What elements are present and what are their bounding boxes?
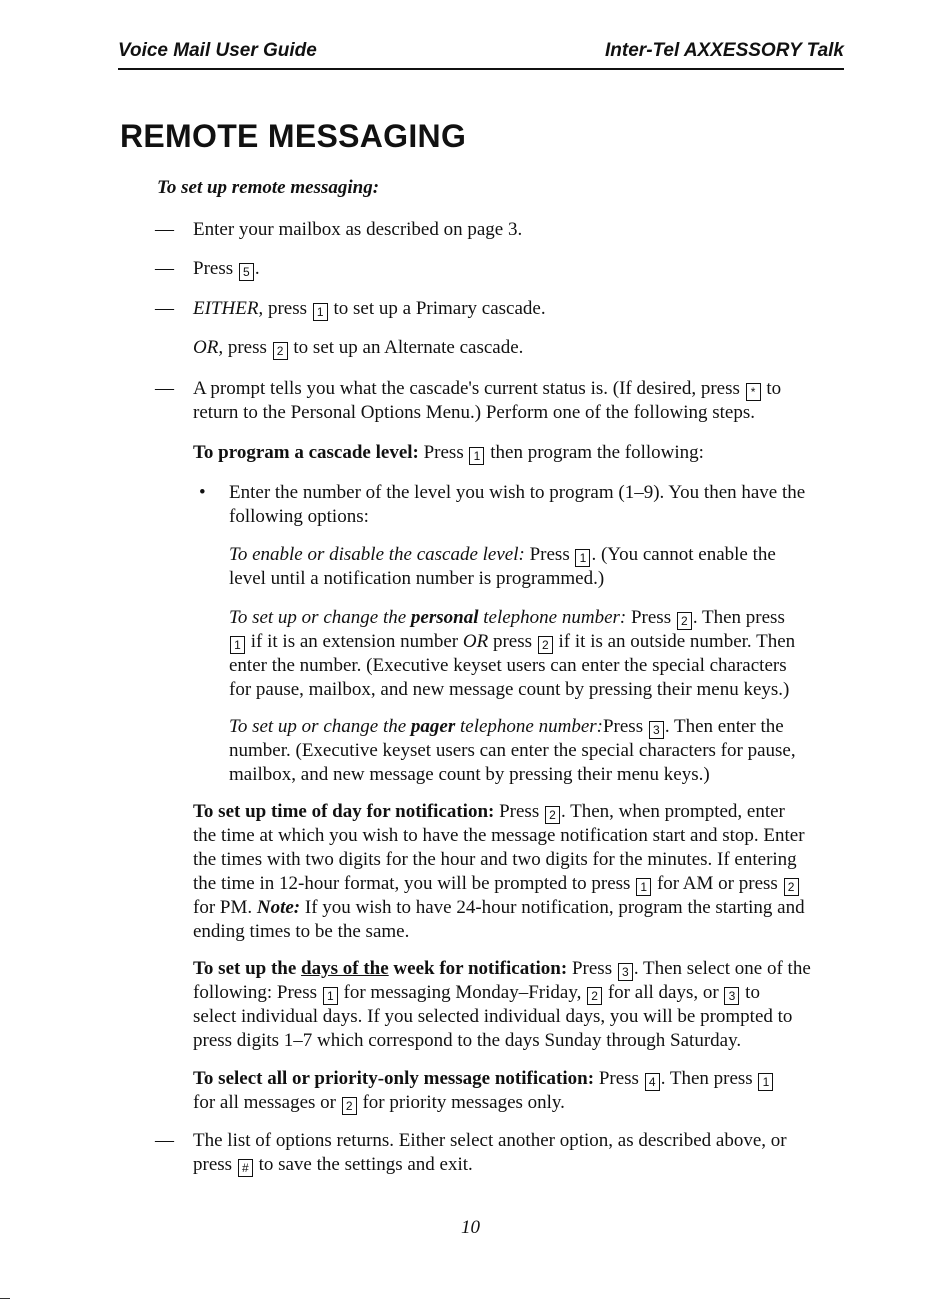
- key-1: 1: [469, 447, 484, 465]
- step-enter-mailbox: Enter your mailbox as described on page 3.: [193, 219, 523, 240]
- text: for messaging Monday–Friday,: [343, 982, 582, 1003]
- cascade-bullet-text: [229, 481, 845, 529]
- text: Press: [494, 801, 540, 822]
- dash-marker: —: [155, 298, 174, 319]
- time-of-day-section: [193, 800, 845, 944]
- dash-marker: —: [155, 1130, 174, 1151]
- page-number: 10: [461, 1217, 480, 1238]
- step-save-exit: [193, 1129, 845, 1177]
- key-2: 2: [342, 1097, 357, 1115]
- text: Press: [193, 258, 234, 279]
- line: select individual days. If you selected individual days, you will be prompted to: [193, 1006, 793, 1027]
- text: to: [745, 982, 760, 1003]
- line: [193, 1153, 845, 1177]
- key-2: 2: [273, 342, 288, 360]
- text: To set up or change the: [229, 607, 411, 628]
- text: Press: [567, 958, 613, 979]
- line: number. (Executive keyset users can enter the special characters for pause,: [229, 740, 796, 761]
- either-label: EITHER,: [193, 298, 264, 319]
- priority-head: To select all or priority-only message notification:: [193, 1068, 595, 1089]
- header-right: Inter-Tel AXXESSORY Talk: [605, 40, 844, 61]
- line: [229, 543, 845, 567]
- enable-option: [229, 543, 845, 591]
- key-2: 2: [677, 612, 692, 630]
- text: Press: [602, 716, 644, 737]
- text: To set up or change the: [229, 716, 411, 737]
- text: Press: [524, 544, 570, 565]
- key-1: 1: [313, 303, 328, 321]
- text: for PM.: [193, 897, 253, 918]
- line: [193, 377, 845, 401]
- text: to set up an Alternate cascade.: [293, 337, 524, 358]
- text: for AM or press: [656, 873, 778, 894]
- text: week for notification:: [388, 958, 568, 979]
- or-label: OR: [462, 631, 489, 652]
- line: following options:: [229, 506, 369, 527]
- line: [193, 896, 845, 920]
- text: . Then press: [660, 1068, 753, 1089]
- days-of-week-section: [193, 957, 845, 1053]
- text: Press: [418, 442, 464, 463]
- text: press: [223, 337, 267, 358]
- line: [229, 606, 845, 630]
- time-head: To set up time of day for notification:: [193, 801, 495, 822]
- text: for priority messages only.: [362, 1092, 565, 1113]
- line: Enter the number of the level you wish to program (1–9). You then have the: [229, 482, 806, 503]
- key-1: 1: [575, 549, 590, 567]
- text: press: [193, 1154, 233, 1175]
- text: if it is an outside number. Then: [558, 631, 796, 652]
- line: [229, 630, 845, 654]
- priority-section: [193, 1067, 845, 1115]
- step-prompt-status: [193, 377, 845, 425]
- step-press-5: [193, 257, 260, 281]
- key-4: 4: [645, 1073, 660, 1091]
- text: . Then, when prompted, enter: [560, 801, 785, 822]
- line: ending times to be the same.: [193, 921, 410, 942]
- key-star: *: [746, 383, 761, 401]
- key-1: 1: [758, 1073, 773, 1091]
- key-1: 1: [323, 987, 338, 1005]
- line: the time at which you wish to have the message notification start and stop. Enter: [193, 825, 805, 846]
- key-hash: #: [238, 1159, 253, 1177]
- text: for all days, or: [607, 982, 719, 1003]
- text: . (You cannot enable the: [591, 544, 776, 565]
- pager-word: pager: [410, 716, 456, 737]
- or-label: OR,: [193, 337, 224, 358]
- intro-heading: To set up remote messaging:: [157, 177, 380, 198]
- text: to save the settings and exit.: [258, 1154, 473, 1175]
- key-2: 2: [538, 636, 553, 654]
- header-left: Voice Mail User Guide: [118, 40, 317, 61]
- text: press: [492, 631, 533, 652]
- line: [193, 1091, 845, 1115]
- text: if it is an extension number: [250, 631, 459, 652]
- text: for all messages or: [193, 1092, 336, 1113]
- text: If you wish to have 24-hour notification, program the starting and: [300, 897, 805, 918]
- text: Press: [594, 1068, 639, 1089]
- line: [193, 981, 845, 1005]
- bullet-marker: •: [199, 482, 206, 503]
- key-1: 1: [636, 878, 651, 896]
- line: press digits 1–7 which correspond to the days Sunday through Saturday.: [193, 1030, 742, 1051]
- text: .: [254, 258, 260, 279]
- text: days of the: [301, 958, 389, 979]
- text: A prompt tells you what the cascade's current status is. (If desired, press: [193, 378, 740, 399]
- step-primary-cascade: [193, 297, 546, 321]
- text: then program the following:: [490, 442, 704, 463]
- line: [193, 1067, 845, 1091]
- personal-word: personal: [410, 607, 479, 628]
- text: telephone number:: [455, 716, 603, 737]
- line: for pause, mailbox, and new message count by pressing their menu keys.): [229, 679, 790, 700]
- line: [193, 800, 845, 824]
- text: . Then select one of the: [633, 958, 811, 979]
- cascade-heading: [193, 441, 704, 465]
- key-3: 3: [724, 987, 739, 1005]
- text: telephone number:: [478, 607, 627, 628]
- text: Press: [626, 607, 672, 628]
- line: return to the Personal Options Menu.) Perform one of the following steps.: [193, 402, 755, 423]
- cascade-head: To program a cascade level:: [193, 442, 419, 463]
- personal-number-option: [229, 606, 845, 702]
- pager-number-option: [229, 715, 845, 787]
- text: . Then press: [692, 607, 785, 628]
- line: [229, 715, 845, 739]
- key-3: 3: [649, 721, 664, 739]
- key-2: 2: [784, 878, 799, 896]
- key-1: 1: [230, 636, 245, 654]
- dash-marker: —: [155, 258, 174, 279]
- line: mailbox, and new message count by pressing their menu keys.): [229, 764, 710, 785]
- line: The list of options returns. Either select another option, as described above, or: [193, 1130, 787, 1151]
- line: level until a notification number is programmed.): [229, 568, 605, 589]
- text: to set up a Primary cascade.: [333, 298, 546, 319]
- text: . Then enter the: [664, 716, 784, 737]
- key-5: 5: [239, 263, 254, 281]
- text: press: [263, 298, 307, 319]
- text: to: [766, 378, 782, 399]
- section-title: REMOTE MESSAGING: [120, 118, 467, 154]
- key-2: 2: [545, 806, 560, 824]
- line: [193, 872, 845, 896]
- enable-label: To enable or disable the cascade level:: [229, 544, 525, 565]
- text: following: Press: [193, 982, 318, 1003]
- line: enter the number. (Executive keyset users can enter the special characters: [229, 655, 787, 676]
- text: the time in 12-hour format, you will be prompted to press: [193, 873, 631, 894]
- dash-marker: —: [155, 219, 174, 240]
- page-header: [118, 38, 844, 70]
- text: To set up the: [193, 958, 302, 979]
- dash-marker: —: [155, 378, 174, 399]
- key-3: 3: [618, 963, 633, 981]
- key-2: 2: [587, 987, 602, 1005]
- line: the times with two digits for the hour and two digits for the minutes. If entering: [193, 849, 797, 870]
- line: [193, 957, 845, 981]
- note-label: Note:: [256, 897, 301, 918]
- step-alternate-cascade: [193, 336, 523, 360]
